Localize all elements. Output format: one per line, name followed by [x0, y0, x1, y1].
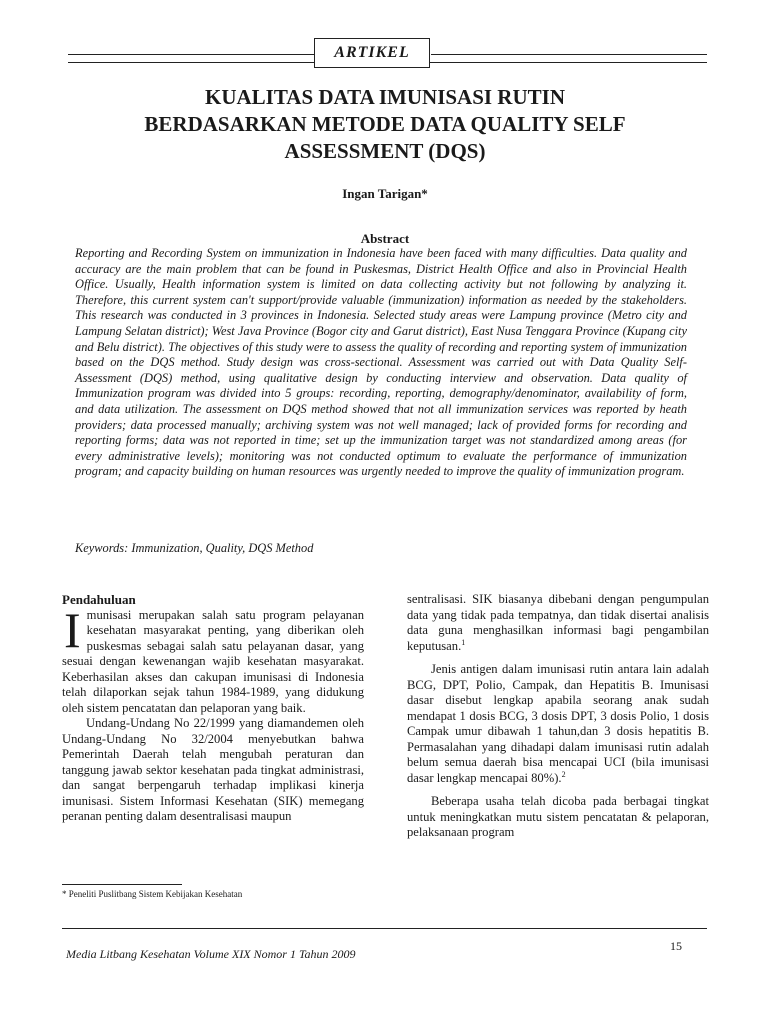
citation-2: 2: [561, 769, 566, 779]
paragraph-intro: [62, 601, 364, 717]
title-line-2: BERDASARKAN METODE DATA QUALITY SELF: [144, 112, 626, 136]
paragraph-intro-text: munisasi merupakan salah satu program pelayanan kesehatan masyarakat penting, yang diberikan oleh puskesmas sebagai salah satu pelayanan dasar, yang sesuai dengan kewenangan wajib kesehatan masyarakat. Keberhasilan akses dan cakupan imunisasi di Indonesia telah dilaporkan sejak tahun 1984-1989, yang didukung oleh sistem pencatatan dan pelaporan yang baik.: [62, 607, 364, 715]
paragraph-sik: [407, 592, 709, 654]
journal-citation: Media Litbang Kesehatan Volume XIX Nomor 1 Tahun 2009: [66, 947, 356, 961]
paragraph-antigen: [407, 662, 709, 786]
left-column: [62, 592, 364, 825]
footnote-rule: [62, 884, 182, 885]
abstract-body: Reporting and Recording System on immunization in Indonesia have been faced with many difficulties. Data quality and accuracy are the main problem that can be found in Puskesmas, District Health Office and also in Provincial Health Office. Usually, Health information system is limited on data collecting activity but not following by analyzing it. Therefore, this current system can't support/provide valuable (immunization) information as needed by the stakeholders. This research was conducted in 3 provinces in Indonesia. Selected study areas were Lampung province (Metro city and Lampung Selatan district); West Java Province (Bogor city and Garut district), East Nusa Tenggara Province (Kupang city and Belu district). The objectives of this study were to assess the quality of recording and reporting system of immunization based on the DQS method. Study design was cross-sectional. Assessment was carried out with Data Quality Self-Assessment (DQS) method, using qualitative design by conducting interview and observation. Data quality of Immunization program was divided into 5 groups: recording, reporting, demography/denominator, availability of form, and data utilization. The assessment on DQS method showed that not all immunization services was reported by heath providers; data processed manually; archiving system was not well managed; lack of provided forms for recording and reporting forms; data was not reported in time; set up the immunization target was not standardized among areas (for every administrative levels); monitoring was not conducted optimum to evaluate the performance of immunization program; and capacity building on human resources was urgently needed to improve the quality of immunization program.: [75, 246, 687, 479]
paragraph-gap: [407, 786, 709, 794]
citation-1: 1: [461, 637, 466, 647]
header-rule-left: [68, 54, 314, 55]
section-label: ARTIKEL: [314, 38, 430, 68]
article-title: [80, 84, 690, 165]
footer-rule: [62, 928, 707, 929]
section-heading-pendahuluan: Pendahuluan: [62, 592, 136, 607]
header-rule-right: [431, 54, 707, 55]
paragraph-sik-text: sentralisasi. SIK biasanya dibebani dengan pengumpulan data yang tidak pada tempatnya, dan tidak disertai analisis data guna menghasilkan informasi bagi pengambilan keputusan.: [407, 592, 709, 653]
page-number: 15: [670, 939, 682, 953]
paragraph-usaha: Beberapa usaha telah dicoba pada berbagai tingkat untuk meningkatkan mutu sistem pencatatan & pelaporan, pelaksanaan program: [407, 794, 709, 839]
title-line-1: KUALITAS DATA IMUNISASI RUTIN: [205, 85, 565, 109]
paragraph-undang-undang: Undang-Undang No 22/1999 yang diamandemen oleh Undang-Undang No 32/2004 menyebutkan bahwa Pemerintah Daerah telah mengubah peraturan dan tanggung jawab sektor kesehatan pada tingkat administrasi, dan sangat berpengaruh terhadap implikasi kinerja imunisasi. Sistem Informasi Kesehatan (SIK) memegang peranan penting dalam desentralisasi maupun: [62, 716, 364, 823]
paragraph-gap: [407, 654, 709, 662]
keywords: Keywords: Immunization, Quality, DQS Method: [75, 541, 314, 555]
abstract-heading: Abstract: [360, 231, 410, 246]
author-name: Ingan Tarigan*: [342, 186, 428, 201]
footnote: * Peneliti Puslitbang Sistem Kebijakan Kesehatan: [62, 889, 243, 899]
right-column: [407, 592, 709, 841]
paragraph-antigen-text: Jenis antigen dalam imunisasi rutin antara lain adalah BCG, DPT, Polio, Campak, dan Hepatitis B. Imunisasi dasar disebut lengkap apabila seorang anak sudah mendapat 1 dosis BCG, 3 dosis DPT, 3 dosis Polio, 1 dosis Campak umur dibawah 1 tahun,dan 3 dosis hepatitis B. Permasalahan yang dihadapi dalam imunisasi rutin adalah belum semua daerah bisa mencapai UCI (bila imunisasi dasar lengkap mencapai 80%).: [407, 662, 709, 785]
title-line-3: ASSESSMENT (DQS): [284, 139, 486, 163]
drop-cap: I: [64, 601, 81, 658]
